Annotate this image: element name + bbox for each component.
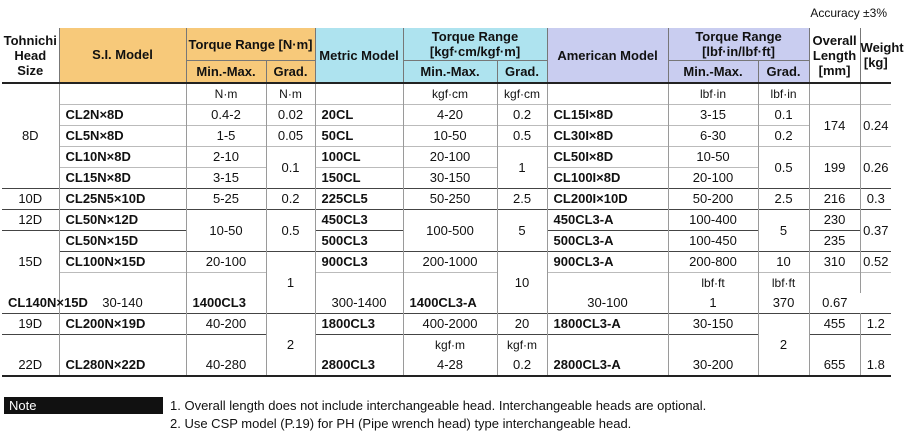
american-model: 500CL3-A (547, 231, 668, 252)
lbf-range: 30-200 (668, 355, 758, 376)
kgf-range: 10-50 (403, 126, 497, 147)
weight: 0.24 (860, 105, 891, 147)
unit-row (2, 335, 891, 356)
nm-range: 2-10 (186, 147, 266, 168)
kgf-range: 4-28 (403, 355, 497, 376)
header-lbf-grad: Grad. (758, 61, 809, 84)
kgf-range: 200-1000 (403, 252, 497, 273)
table-row (2, 189, 891, 210)
lbf-range: 30-150 (668, 314, 758, 335)
weight: 0.37 (860, 210, 891, 252)
header-torque-kgf: Torque Range [kgf·cm/kgf·m] (403, 28, 547, 61)
si-model: CL140N×15D (2, 293, 59, 314)
si-model: CL15N×8D (59, 168, 186, 189)
lbf-range: 100-400 (668, 210, 758, 231)
metric-model: 1400CL3 (186, 293, 266, 314)
american-model: 1400CL3-A (403, 293, 497, 314)
american-model: CL100I×8D (547, 168, 668, 189)
overall-length: 655 (809, 355, 860, 376)
weight: 0.67 (822, 295, 848, 310)
metric-model: 225CL5 (315, 189, 403, 210)
si-model: CL5N×8D (59, 126, 186, 147)
unit-row (2, 273, 891, 294)
nm-range: 0.4-2 (186, 105, 266, 126)
overall-length: 230 (809, 210, 860, 231)
metric-model: 50CL (315, 126, 403, 147)
lbf-range: 6-30 (668, 126, 758, 147)
unit-kgf-m: kgf·m (403, 335, 497, 356)
table-row (2, 147, 891, 168)
head-size-22d: 22D (2, 335, 59, 377)
nm-range: 20-100 (186, 252, 266, 273)
header-si-model: S.I. Model (59, 28, 186, 83)
american-model: 1800CL3-A (547, 314, 668, 335)
table-row (2, 252, 891, 273)
kgf-grad: 2.5 (497, 189, 547, 210)
header-metric-model: Metric Model (315, 28, 403, 83)
nm-grad: 0.05 (266, 126, 315, 147)
nm-grad: 0.02 (266, 105, 315, 126)
kgf-range: 100-500 (403, 210, 497, 252)
header-kgf-min-max: Min.-Max. (403, 61, 497, 84)
header-american-model: American Model (547, 28, 668, 83)
lbf-grad: 2.5 (758, 189, 809, 210)
si-model: CL25N5×10D (59, 189, 186, 210)
table-row (2, 168, 891, 189)
nm-range: 1-5 (186, 126, 266, 147)
metric-model: 100CL (315, 147, 403, 168)
american-model: CL30I×8D (547, 126, 668, 147)
weight: 1.8 (866, 357, 885, 372)
kgf-grad: 0.5 (497, 126, 547, 147)
nm-range: 3-15 (186, 168, 266, 189)
american-model: CL50I×8D (547, 147, 668, 168)
nm-grad: 0.2 (266, 189, 315, 210)
american-model: 2800CL3-A (547, 355, 668, 376)
weight: 1.2 (860, 314, 891, 335)
si-model: CL100N×15D (59, 252, 186, 273)
lbf-grad: 5 (758, 210, 809, 252)
lbf-range: 200-800 (668, 252, 758, 273)
lbf-grad: 2 (758, 314, 809, 377)
note-item-1: 1. Overall length does not include interchangeable head. Interchangeable heads are optional. (170, 398, 707, 413)
american-model: CL200I×10D (547, 189, 668, 210)
table-row (2, 293, 891, 314)
unit-nm: N·m (186, 83, 266, 105)
nm-range: 30-140 (59, 293, 186, 314)
si-model: CL10N×8D (59, 147, 186, 168)
si-model: CL200N×19D (59, 314, 186, 335)
table-row (2, 355, 891, 376)
nm-range: 5-25 (186, 189, 266, 210)
nm-range: 10-50 (186, 210, 266, 252)
lbf-grad: 10 (758, 252, 809, 273)
unit-kgf-cm: kgf·cm (403, 83, 497, 105)
kgf-range: 50-250 (403, 189, 497, 210)
nm-grad: 0.1 (266, 147, 315, 189)
metric-model: 1800CL3 (315, 314, 403, 335)
lbf-range: 3-15 (668, 105, 758, 126)
overall-length: 174 (809, 105, 860, 147)
weight: 0.52 (860, 252, 891, 273)
overall-length: 235 (809, 231, 860, 252)
header-lbf-min-max: Min.-Max. (668, 61, 758, 84)
overall-length: 216 (809, 189, 860, 210)
nm-grad: 2 (266, 314, 315, 377)
header-torque-lbf: Torque Range [lbf·in/lbf·ft] (668, 28, 809, 61)
lbf-grad: 0.5 (758, 147, 809, 189)
american-model: 450CL3-A (547, 210, 668, 231)
weight: 0.3 (860, 189, 891, 210)
lbf-range: 50-200 (668, 189, 758, 210)
nm-range: 40-200 (186, 314, 266, 335)
si-model: CL280N×22D (59, 355, 186, 376)
unit-row (2, 83, 891, 105)
head-size-12d: 12D (2, 210, 59, 231)
unit-lbf-in: lbf·in (668, 83, 758, 105)
metric-model: 500CL3 (315, 231, 403, 252)
kgf-grad: 20 (497, 314, 547, 335)
head-size-10d: 10D (2, 189, 59, 210)
header-nm-min-max: Min.-Max. (186, 61, 266, 84)
metric-model: 150CL (315, 168, 403, 189)
metric-model: 20CL (315, 105, 403, 126)
note-label: Note (9, 398, 37, 413)
si-model: CL50N×15D (59, 231, 186, 252)
unit-kgf-cm-grad: kgf·cm (497, 83, 547, 105)
si-model: CL50N×12D (59, 210, 186, 231)
metric-model: 2800CL3 (315, 355, 403, 376)
nm-grad: 1 (266, 252, 315, 314)
lbf-range: 30-100 (547, 293, 668, 314)
header-kgf-grad: Grad. (497, 61, 547, 84)
kgf-grad: 0.2 (497, 105, 547, 126)
overall-length: 370 (758, 293, 809, 314)
si-model: CL2N×8D (59, 105, 186, 126)
overall-length: 310 (809, 252, 860, 273)
metric-model: 450CL3 (315, 210, 403, 231)
head-size-8d: 8D (2, 83, 59, 189)
head-size-19d: 19D (2, 314, 59, 335)
unit-lbf-ft-grad: lbf·ft (758, 273, 809, 294)
kgf-grad: 1 (497, 147, 547, 189)
kgf-range: 20-100 (403, 147, 497, 168)
table-row (2, 105, 891, 126)
table-row (2, 314, 891, 335)
table-row (2, 126, 891, 147)
header-overall-length: Overall Length [mm] (809, 28, 860, 83)
torque-wrench-spec-table (2, 28, 904, 377)
nm-range: 40-280 (186, 355, 266, 376)
accuracy-note: Accuracy ±3% (810, 6, 887, 20)
note-item-2: 2. Use CSP model (P.19) for PH (Pipe wrench head) type interchangeable head. (170, 416, 632, 431)
header-head-size: Tohnichi Head Size (2, 28, 59, 83)
lbf-grad: 1 (668, 293, 758, 314)
kgf-range: 400-2000 (403, 314, 497, 335)
kgf-grad: 10 (497, 252, 547, 314)
table-row (2, 210, 891, 231)
kgf-range: 30-150 (403, 168, 497, 189)
metric-model: 900CL3 (315, 252, 403, 273)
unit-lbf-in-grad: lbf·in (758, 83, 809, 105)
header-nm-grad: Grad. (266, 61, 315, 84)
kgf-grad: 5 (497, 210, 547, 252)
lbf-grad: 0.2 (758, 126, 809, 147)
nm-grad: 0.5 (266, 210, 315, 252)
unit-nm-grad: N·m (266, 83, 315, 105)
american-model: 900CL3-A (547, 252, 668, 273)
header-weight: Weight [kg] (860, 28, 891, 83)
kgf-grad: 0.2 (497, 355, 547, 376)
lbf-range: 10-50 (668, 147, 758, 168)
american-model: CL15I×8D (547, 105, 668, 126)
lbf-grad: 0.1 (758, 105, 809, 126)
header-torque-nm: Torque Range [N·m] (186, 28, 315, 61)
lbf-range: 20-100 (668, 168, 758, 189)
unit-kgf-m-grad: kgf·m (497, 335, 547, 356)
lbf-range: 100-450 (668, 231, 758, 252)
head-size-15d: 15D (2, 231, 59, 294)
kgf-range: 4-20 (403, 105, 497, 126)
kgf-range: 300-1400 (315, 293, 403, 314)
overall-length: 199 (809, 147, 860, 189)
weight: 0.26 (860, 147, 891, 189)
unit-lbf-ft: lbf·ft (668, 273, 758, 294)
overall-length: 455 (809, 314, 860, 335)
